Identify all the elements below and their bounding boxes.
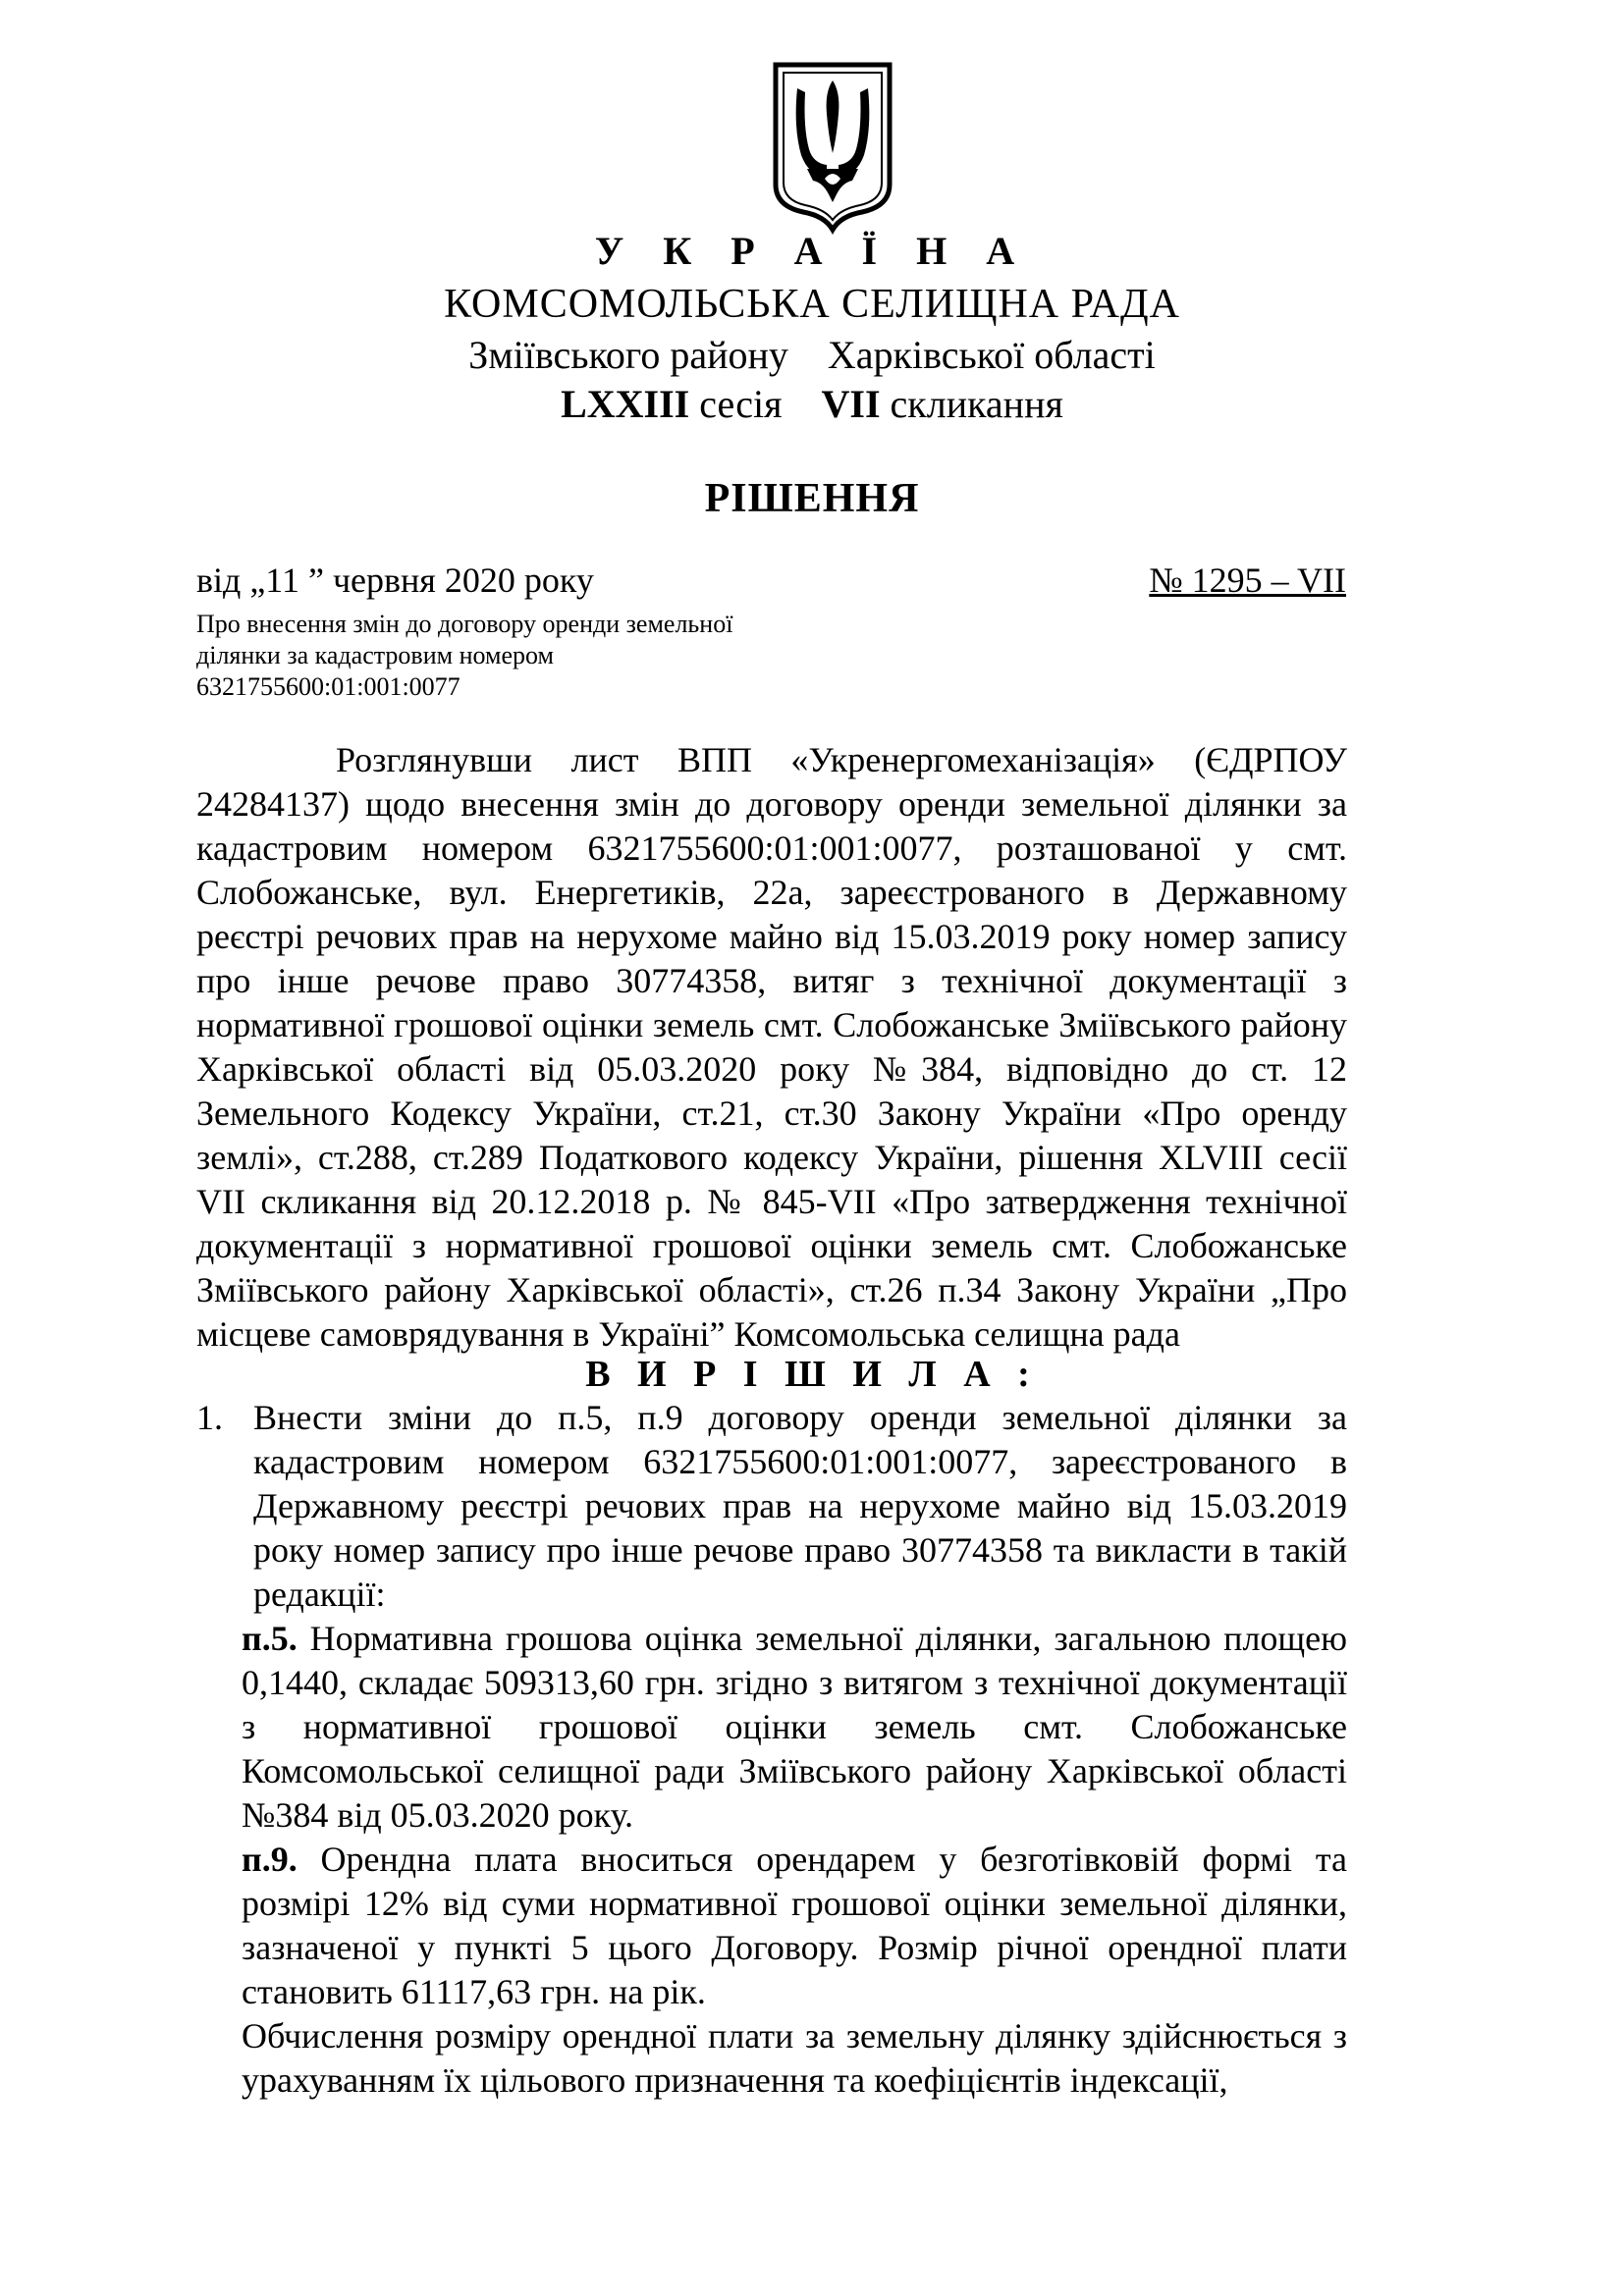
- decision-date: від „11 ” червня 2020 року: [196, 561, 594, 600]
- decision-subject: Про внесення змін до договору оренди земельної ділянки за кадастровим номером 6321755600:01:001:0077: [196, 610, 733, 701]
- district-line: [0, 332, 1624, 378]
- document-title: РІШЕННЯ: [704, 476, 920, 521]
- session-word: сесія: [699, 382, 783, 426]
- convocation-word: скликання: [890, 382, 1063, 426]
- clause-5-label: п.5.: [242, 1619, 298, 1658]
- district-name: Зміївського району: [468, 333, 788, 377]
- clause-9-label: п.9.: [242, 1840, 298, 1879]
- clause-9-text: Орендна плата вноситься орендарем у безготівковій формі та розмірі 12% від суми нормативної грошової оцінки земельної ділянки, зазначеної у пункті 5 цього Договору. Розмір річної орендної плати становить 61117,63 грн. на рік.: [242, 1840, 1347, 2011]
- preamble-paragraph: Розглянувши лист ВПП «Укренергомеханізація» (ЄДРПОУ 24284137) щодо внесення змін до договору оренди земельної ділянки за кадастровим номером 6321755600:01:001:0077, розташованої у смт. Слобожанське, вул. Енергетиків, 22а, зареєстрованого в Державному реєстрі речових прав на нерухоме майно від 15.03.2019 року номер запису про інше речове право 30774358, витяг з технічної документації з нормативної грошової оцінки земель смт. Слобожанське Зміївського району Харківської області від 05.03.2020 року №384, відповідно до ст. 12 Земельного Кодексу України, ст.21, ст.30 Закону України «Про оренду землі», ст.288, ст.289 Податкового кодексу України, рішення XLVIII сесії VII скликання від 20.12.2018 р. № 845-VII «Про затвердження технічної документації з нормативної грошової оцінки земель смт. Слобожанське Зміївського району Харківської області», ст.26 п.34 Закону України „Про місцеве самоврядування в Україні” Комсомольська селищна рада: [196, 740, 1347, 1354]
- decision-number: № 1295 – VII: [1149, 561, 1346, 600]
- list-item-number: 1.: [196, 1398, 223, 1437]
- session-roman: LXXIII: [561, 382, 690, 426]
- session-line: [0, 381, 1624, 427]
- list-item-1: [196, 1396, 1347, 1617]
- resolved-heading: В И Р І Ш И Л А :: [585, 1354, 1039, 1395]
- clause-5-text: Нормативна грошова оцінка земельної ділянки, загальною площею 0,1440, складає 509313,60 грн. згідно з витягом з технічної документації з нормативної грошової оцінки земель смт. Слобожанське Комсомольської селищної ради Зміївського району Харківської області №384 від 05.03.2020 року.: [242, 1619, 1347, 1835]
- calculation-paragraph: Обчислення розміру орендної плати за земельну ділянку здійснюється з урахуванням їх цільового призначення та коефіцієнтів індексації,: [242, 2016, 1347, 2100]
- region-name: Харківської області: [827, 333, 1156, 377]
- clause-9: [242, 1838, 1347, 2014]
- coat-of-arms-icon: [768, 59, 897, 236]
- country-heading: У К Р А Ї Н А: [594, 229, 1030, 273]
- list-item-text: Внести зміни до п.5, п.9 договору оренди земельної ділянки за кадастровим номером 6321755600:01:001:0077, зареєстрованого в Державному реєстрі речових прав на нерухоме майно від 15.03.2019 року номер запису про інше речове право 30774358 та викласти в такій редакції:: [253, 1398, 1347, 1614]
- convocation-roman: VII: [821, 382, 881, 426]
- clause-5: [242, 1617, 1347, 1838]
- council-name: КОМСОМОЛЬСЬКА СЕЛИЩНА РАДА: [444, 282, 1180, 327]
